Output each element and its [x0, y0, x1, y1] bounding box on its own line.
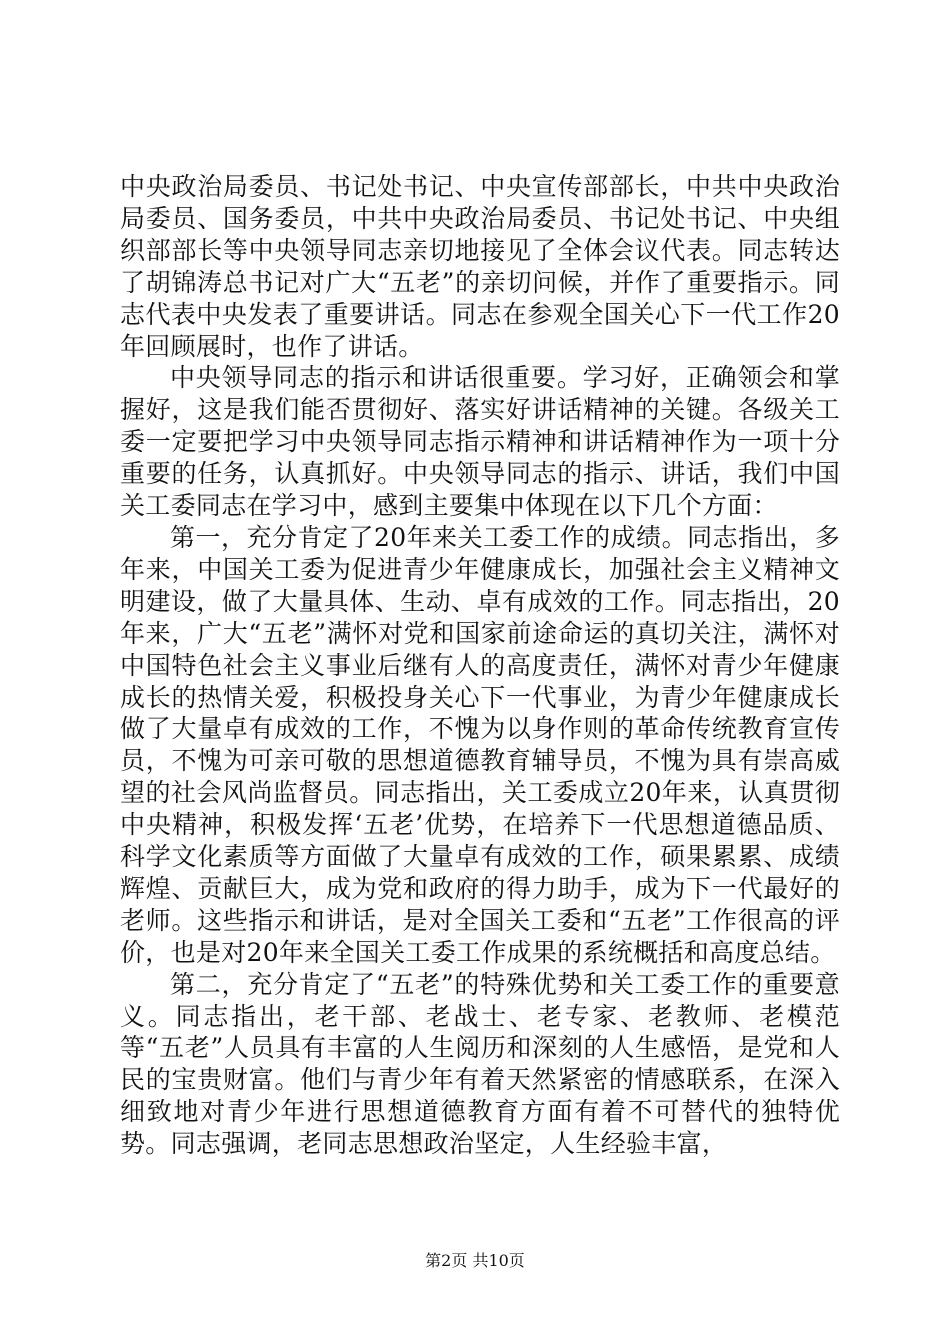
page-footer: 第2页 共10页	[425, 1251, 525, 1270]
paragraph-3: 第一，充分肯定了20年来关工委工作的成绩。同志指出，多年来，中国关工委为促进青少年健康成长，加强社会主义精神文明建设，做了大量具体、生动、卓有成效的工作。同志指出，20年来，广大“五老”满怀对党和国家前途命运的真切关注，满怀对中国特色社会主义事业后继有人的高度责任，满怀对青少年健康成长的热情关爱，积极投身关心下一代事业，为青少年健康成长做了大量卓有成效的工作，不愧为以身作则的革命传统教育宣传员，不愧为可亲可敬的思想道德教育辅导员，不愧为具有崇高威望的社会风尚监督员。同志指出，关工委成立20年来，认真贯彻中央精神，积极发挥‘五老’优势，在培养下一代思想道德品质、科学文化素质等方面做了大量卓有成效的工作，硕果累累、成绩辉煌、贡献巨大，成为党和政府的得力助手，成为下一代最好的老师。这些指示和讲话，是对全国关工委和“五老”工作很高的评价，也是对20年来全国关工委工作成果的系统概括和高度总结。	[120, 522, 840, 967]
paragraph-4: 第二，充分肯定了“五老”的特殊优势和关工委工作的重要意义。同志指出，老干部、老战士、老专家、老教师、老模范等“五老”人员具有丰富的人生阅历和深刻的人生感悟，是党和人民的宝贵财富。他们与青少年有着天然紧密的情感联系，在深入细致地对青少年进行思想道德教育方面有着不可替代的独特优势。同志强调，老同志思想政治坚定，人生经验丰富，	[120, 969, 840, 1159]
paragraph-1: 中央政治局委员、书记处书记、中央宣传部部长，中共中央政治局委员、国务委员，中共中央政治局委员、书记处书记、中央组织部部长等中央领导同志亲切地接见了全体会议代表。同志转达了胡锦涛总书记对广大“五老”的亲切问候，并作了重要指示。同志代表中央发表了重要讲话。同志在参观全国关心下一代工作20年回顾展时，也作了讲话。	[120, 172, 840, 361]
document-body	[120, 171, 840, 1160]
paragraph-2: 中央领导同志的指示和讲话很重要。学习好，正确领会和掌握好，这是我们能否贯彻好、落实好讲话精神的关键。各级关工委一定要把学习中央领导同志指示精神和讲话精神作为一项十分重要的任务，认真抓好。中央领导同志的指示、讲话，我们中国关工委同志在学习中，感到主要集中体现在以下几个方面：	[120, 363, 840, 521]
